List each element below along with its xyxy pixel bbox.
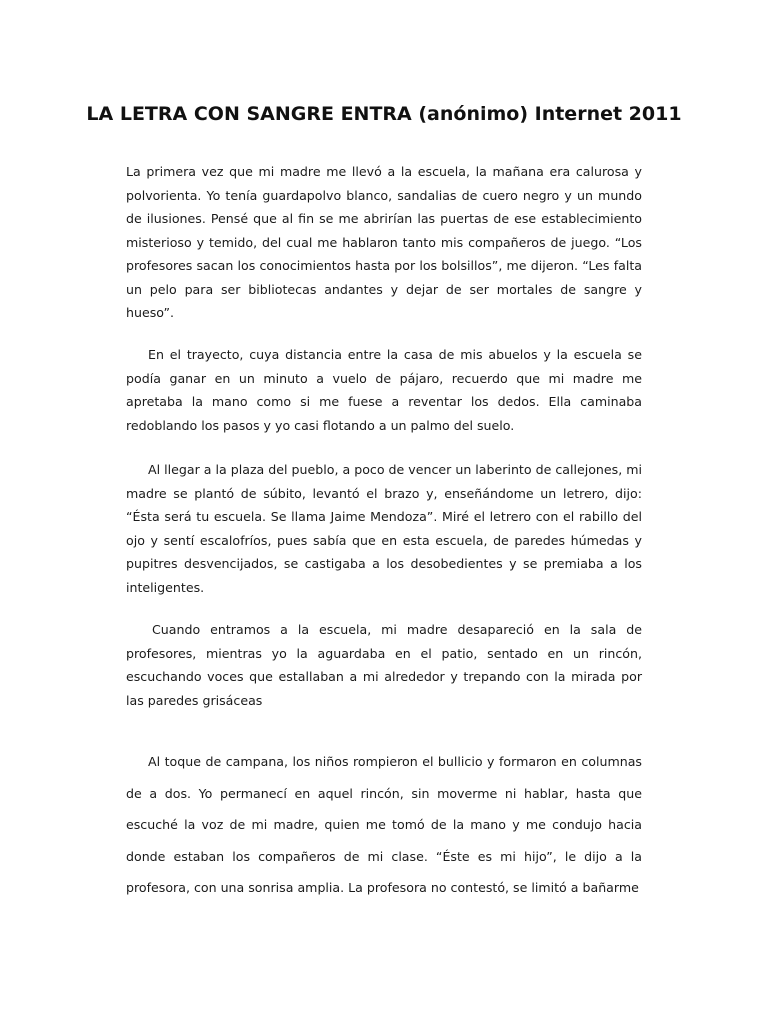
document-title: LA LETRA CON SANGRE ENTRA (anónimo) Internet 2011 [86, 102, 682, 125]
paragraph-4: Cuando entramos a la escuela, mi madre desapareció en la sala de profesores, mientras yo la aguardaba en el patio, sentado en un rincón, escuchando voces que estallaban a mi alrededor y trepando con la mirada por las paredes grisáceas [126, 622, 642, 708]
paragraph-3: Al llegar a la plaza del pueblo, a poco de vencer un laberinto de callejones, mi madre se plantó de súbito, levantó el brazo y, enseñándome un letrero, dijo: “Ésta será tu escuela. Se llama Jaime Mendoza”. Miré el letrero con el rabillo del ojo y sentí escalofríos, pues sabía que en esta escuela, de paredes húmedas y pupitres desvencijados, se castigaba a los desobedientes y se premiaba a los inteligentes. [126, 462, 642, 595]
paragraph-5: Al toque de campana, los niños rompieron el bullicio y formaron en columnas de a dos. Yo permanecí en aquel rincón, sin moverme ni hablar, hasta que escuché la voz de mi madre, quien me tomó de la mano y me condujo hacia donde estaban los compañeros de mi clase. “Éste es mi hijo”, le dijo a la profesora, con una sonrisa amplia. La profesora no contestó, se limitó a bañarme [126, 754, 642, 895]
paragraph-2: En el trayecto, cuya distancia entre la casa de mis abuelos y la escuela se podía ganar en un minuto a vuelo de pájaro, recuerdo que mi madre me apretaba la mano como si me fuese a reventar los dedos. Ella caminaba redoblando los pasos y yo casi flotando a un palmo del suelo. [126, 347, 642, 433]
paragraph-1: La primera vez que mi madre me llevó a la escuela, la mañana era calurosa y polvorienta. Yo tenía guardapolvo blanco, sandalias de cuero negro y un mundo de ilusiones. Pensé que al fin se me abrirían las puertas de ese establecimiento misterioso y temido, del cual me hablaron tanto mis compañeros de juego. “Los profesores sacan los conocimientos hasta por los bolsillos”, me dijeron. “Les falta un pelo para ser bibliotecas andantes y dejar de ser mortales de sangre y hueso”. [126, 164, 642, 320]
